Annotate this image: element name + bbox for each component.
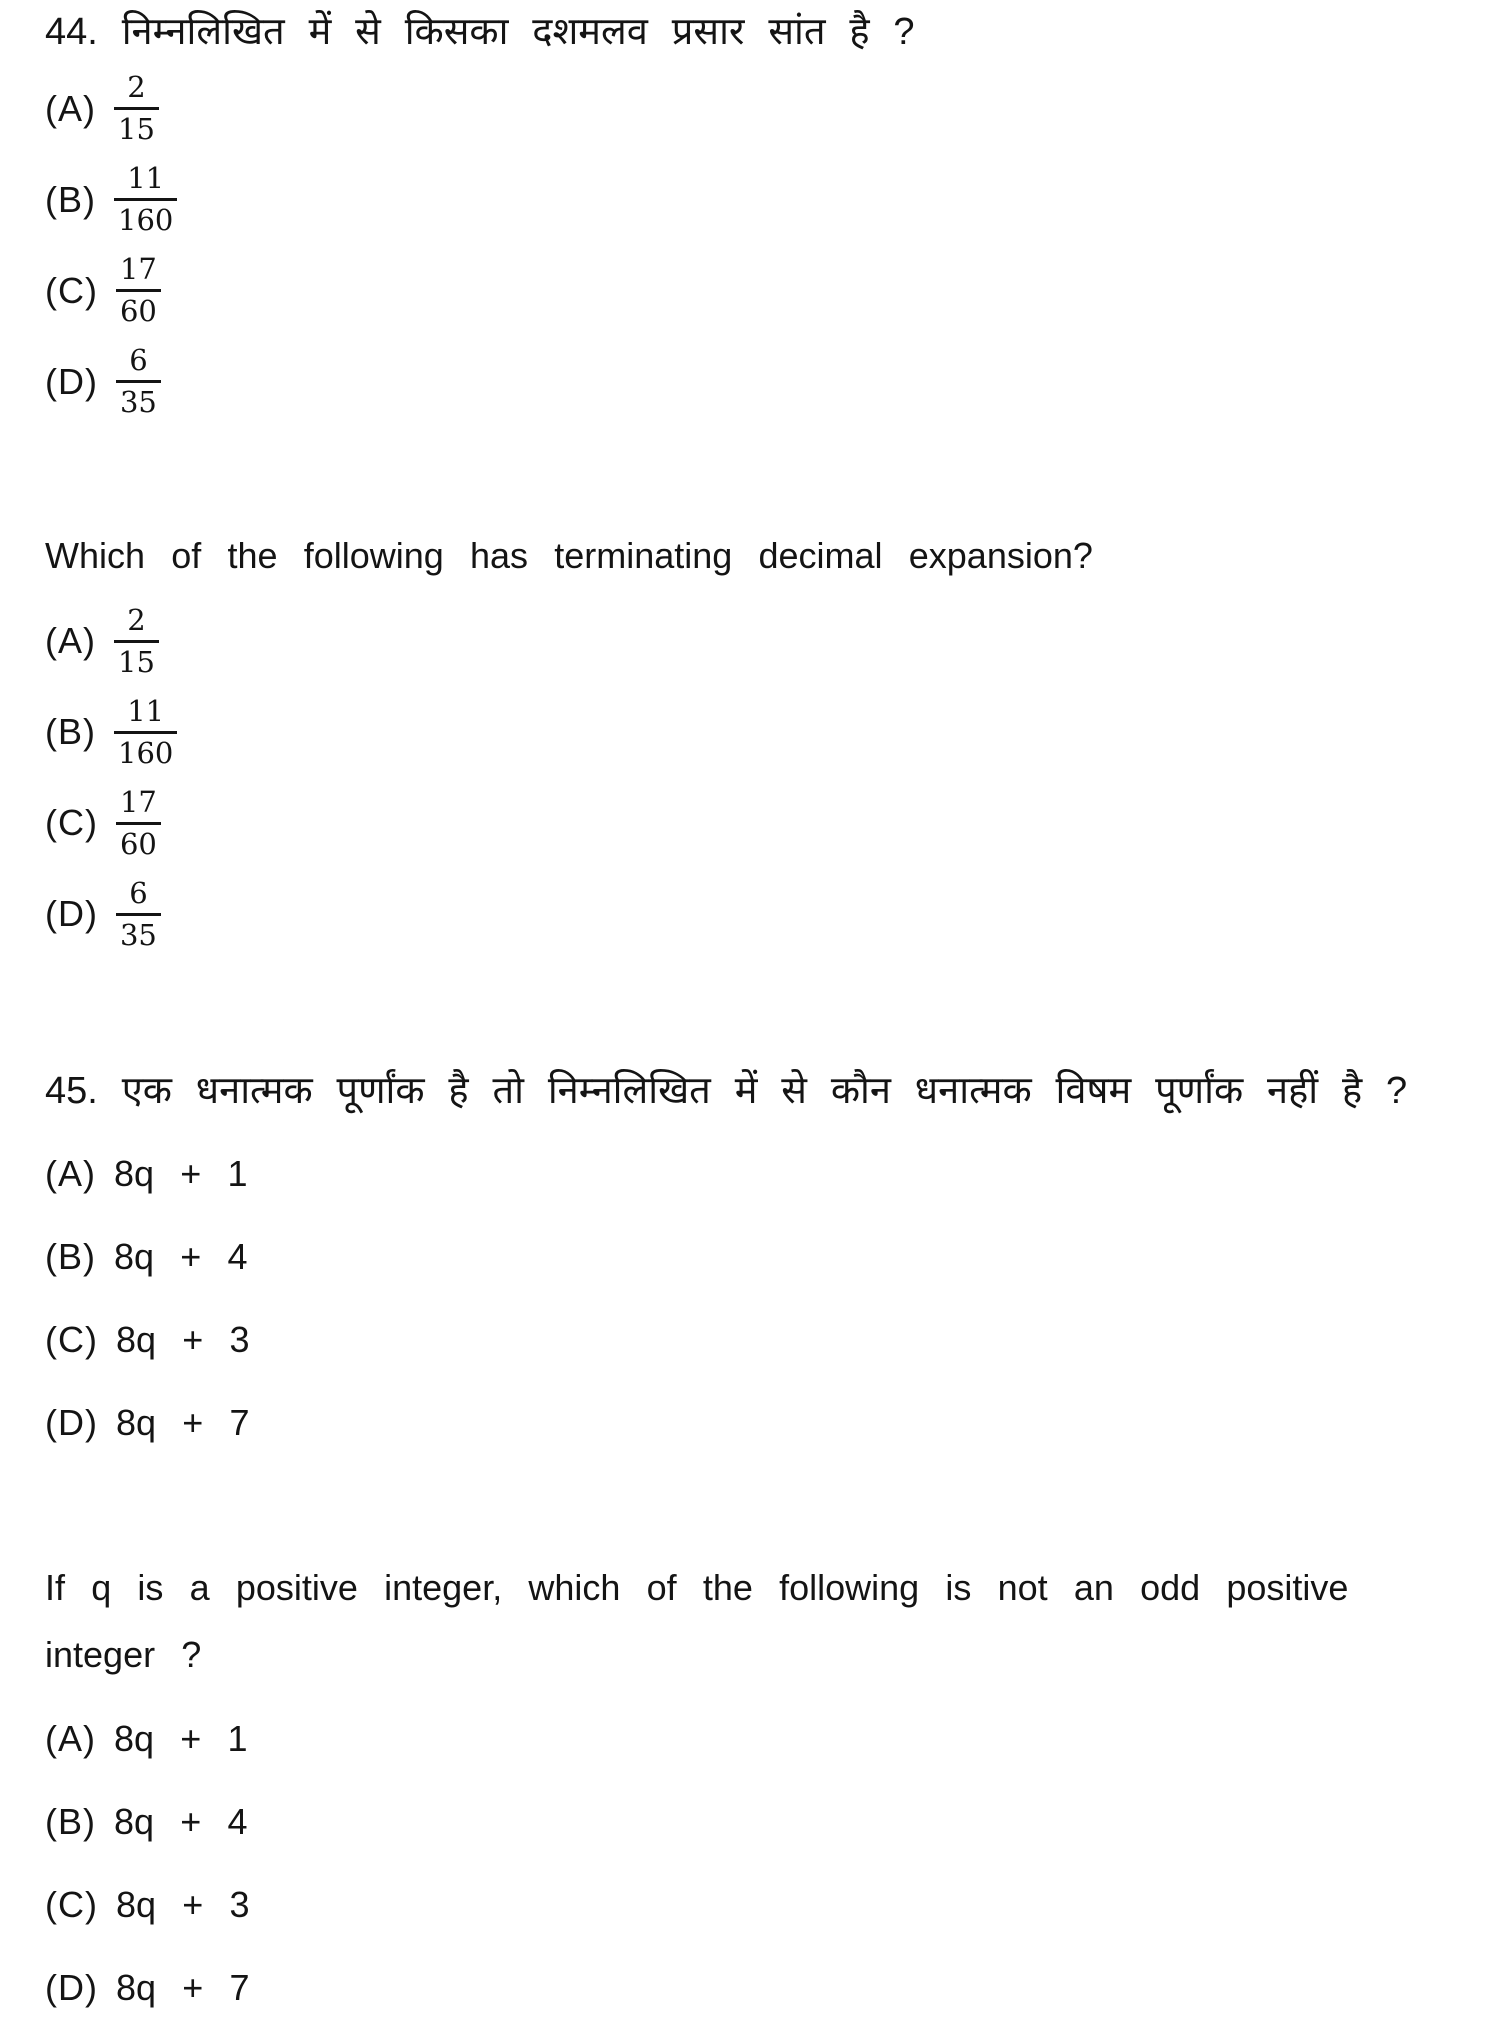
fraction-denominator: 160 [118,735,174,770]
option-label: (C) [45,802,98,844]
q44-hi-option-d [45,343,1460,420]
option-label: (C) [45,269,98,311]
fraction [116,875,161,952]
q45-en-option-a [45,1717,1460,1761]
q45-en-option-d [45,1966,1460,2010]
option-label: (C) [45,1883,98,1925]
option-expression: 8q + 3 [115,1883,250,1925]
option-label: (D) [45,893,98,935]
option-label: (C) [45,1319,98,1361]
q44-number: 44. [45,11,98,53]
fraction-denominator: 60 [119,294,157,329]
fraction-numerator: 17 [119,784,157,819]
fraction [116,343,161,420]
q45-hi-option-a [45,1152,1460,1196]
fraction-numerator: 6 [129,875,148,910]
fraction-denominator: 15 [118,644,155,679]
q45-en-option-c [45,1883,1460,1927]
fraction-denominator: 60 [119,826,157,861]
q45-hi-option-b [45,1235,1460,1279]
option-label: (B) [45,178,96,220]
option-label: (A) [45,620,96,662]
q45-options-english [45,1717,1460,2010]
q44-hindi-text: निम्नलिखित में से किसका दशमलव प्रसार सांत है ? [121,11,915,53]
fraction [116,784,161,861]
option-expression: 8q + 7 [115,1402,250,1444]
q44-en-option-a [45,602,1460,679]
option-expression: 8q + 4 [114,1236,248,1278]
q45-number: 45. [45,1069,98,1112]
option-label: (A) [45,87,96,129]
q44-en-option-b [45,693,1460,770]
q44-hi-option-c [45,252,1460,329]
option-label: (B) [45,1236,96,1278]
question-45 [45,1058,1460,2010]
fraction-numerator: 11 [127,161,165,196]
option-label: (A) [45,1153,96,1195]
option-expression: 8q + 1 [114,1717,248,1759]
question-44 [45,8,1460,950]
option-label: (D) [45,1402,98,1444]
q44-options-english [45,602,1460,952]
fraction [114,161,177,238]
q45-hindi-text: एक धनात्मक पूर्णांक है तो निम्नलिखित में से कौन धनात्मक विषम पूर्णांक नहीं है ? [121,1069,1408,1112]
fraction-denominator: 15 [118,112,155,147]
option-label: (B) [45,1800,96,1842]
fraction-numerator: 11 [127,693,165,728]
fraction [114,602,159,679]
q44-question-english: Which of the following has terminating decimal expansion? [45,535,1093,577]
fraction-numerator: 2 [127,602,146,637]
q44-question-hindi [45,8,1460,57]
fraction-denominator: 35 [119,385,157,420]
option-label: (A) [45,1717,96,1759]
q44-hi-option-a [45,70,1460,147]
q44-options-hindi [45,70,1460,420]
exam-page [45,8,1460,2010]
option-expression: 8q + 1 [114,1153,248,1195]
fraction [114,70,159,147]
option-label: (D) [45,1966,98,2008]
fraction [116,252,161,329]
option-expression: 8q + 7 [115,1966,250,2008]
q44-en-option-d [45,875,1460,952]
option-expression: 8q + 4 [114,1800,248,1842]
q44-en-option-c [45,784,1460,861]
q45-question-english: If q is a positive integer, which of the following is not an odd positive integer ? [45,1567,1349,1676]
fraction-numerator: 6 [129,343,148,378]
q45-question-hindi [45,1058,1460,1125]
option-label: (D) [45,360,98,402]
fraction-denominator: 160 [118,203,174,238]
q45-hi-option-d [45,1401,1460,1445]
q45-hi-option-c [45,1318,1460,1362]
fraction-numerator: 17 [119,252,157,287]
q45-options-hindi [45,1152,1460,1445]
fraction-numerator: 2 [127,70,146,105]
option-label: (B) [45,711,96,753]
q45-en-option-b [45,1800,1460,1844]
fraction [114,693,177,770]
fraction-denominator: 35 [119,917,157,952]
q44-hi-option-b [45,161,1460,238]
option-expression: 8q + 3 [115,1319,250,1361]
